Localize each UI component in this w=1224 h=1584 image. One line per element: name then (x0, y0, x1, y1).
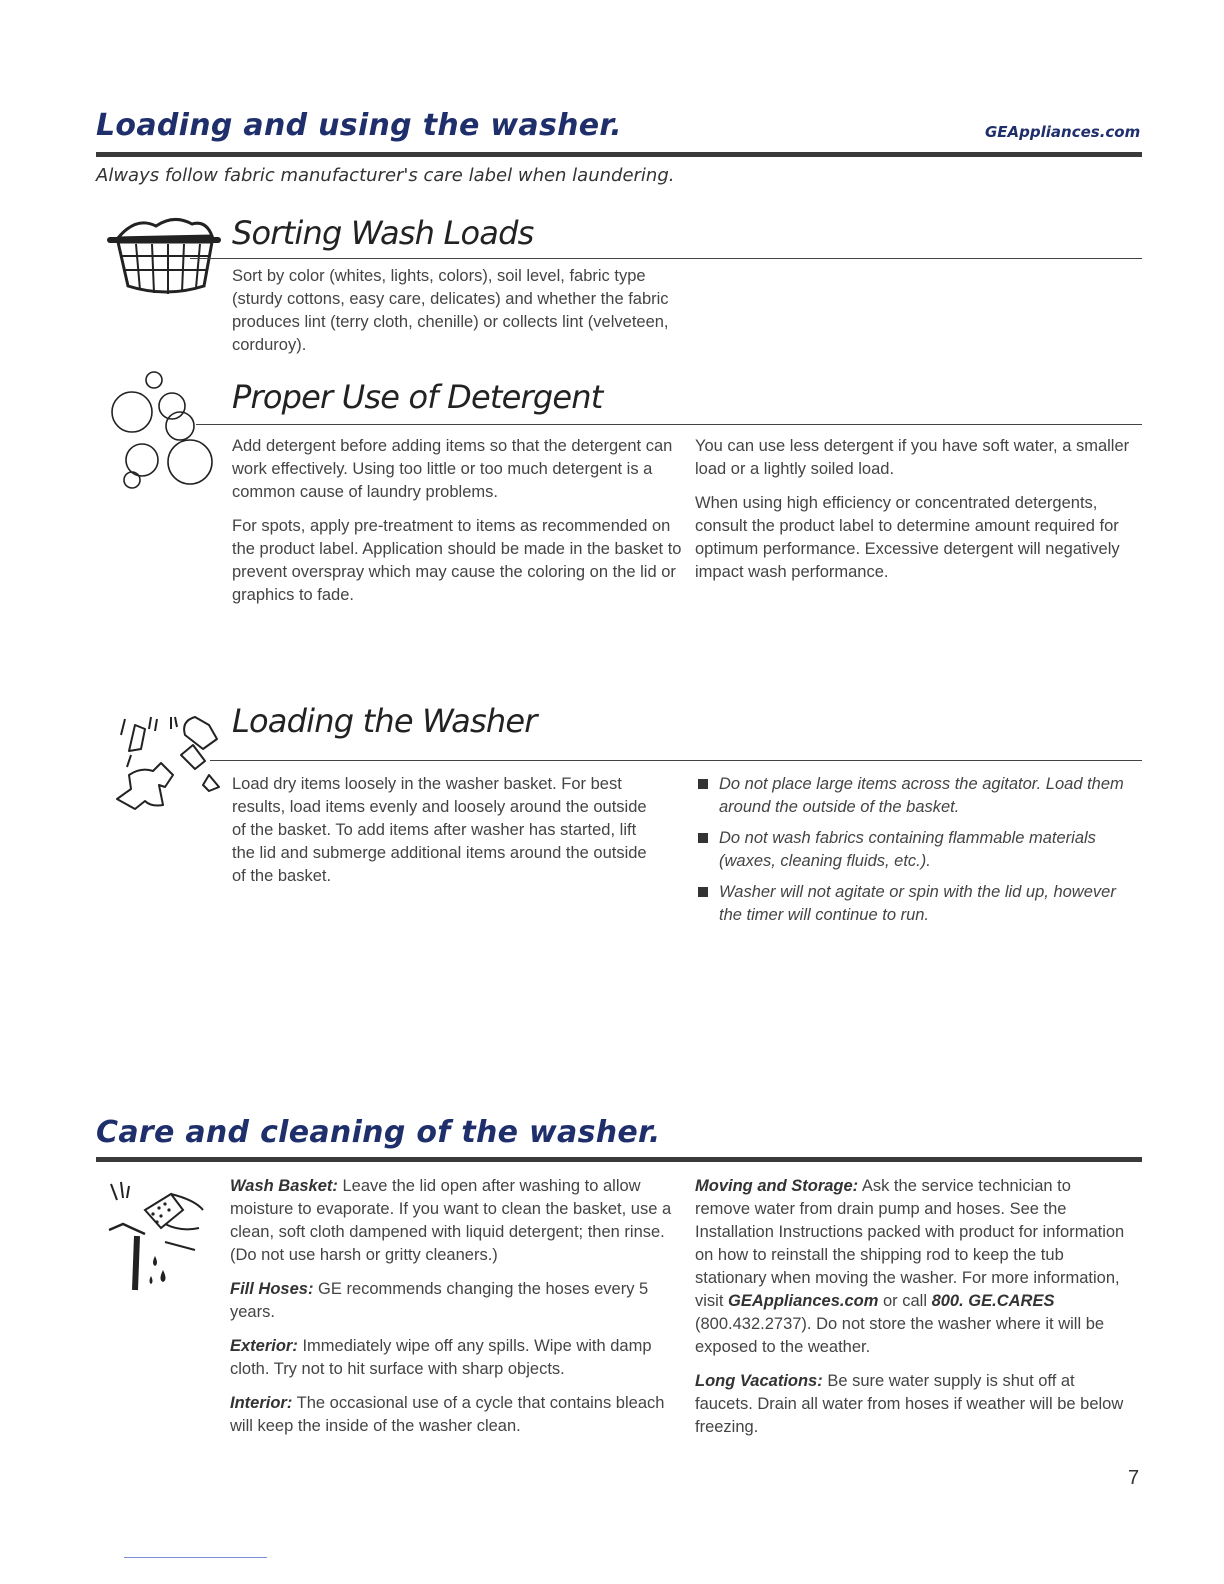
detergent-right-column (695, 435, 1135, 595)
detergent-paragraph: For spots, apply pre-treatment to items as recommended on the product label. Application should be made in the basket to prevent overspray which may cause the coloring on the lid or graphics to fade. (232, 517, 682, 604)
laundry-basket-icon (106, 212, 226, 302)
detergent-rule (196, 424, 1142, 425)
title-rule (96, 152, 1142, 157)
fill-hoses-paragraph: Fill Hoses: GE recommends changing the hoses every 5 years. (230, 1280, 649, 1321)
page-title: Loading and using the washer. (96, 108, 622, 143)
bullet-square-icon (698, 779, 708, 789)
care-label-note: Always follow fabric manufacturer's care label when laundering. (96, 165, 675, 186)
bullet-square-icon (698, 887, 708, 897)
interior-paragraph: Interior: The occasional use of a cycle that contains bleach will keep the inside of the washer clean. (230, 1394, 665, 1435)
clothes-icon (105, 705, 225, 830)
section-heading-detergent: Proper Use of Detergent (232, 378, 603, 416)
care-left-column (230, 1175, 675, 1449)
page-number: 7 (1128, 1467, 1140, 1489)
list-item: Washer will not agitate or spin with the lid up, however the timer will continue to run. (697, 881, 1137, 927)
sorting-rule (190, 258, 1142, 259)
website-link[interactable]: GEAppliances.com (985, 123, 1141, 141)
exterior-paragraph: Exterior: Immediately wipe off any spills. Wipe with damp cloth. Try not to hit surface with sharp objects. (230, 1337, 652, 1378)
phone-number: 800. GE.CARES (931, 1292, 1055, 1310)
sorting-text: Sort by color (whites, lights, colors), soil level, fabric type (sturdy cottons, easy care, delicates) and whether the fabric produces lint (terry cloth, chenille) or collects lint (velveteen, corduroy). (232, 267, 669, 354)
footer-line (124, 1557, 267, 1558)
bubbles-icon (106, 370, 216, 495)
section-heading-loading: Loading the Washer (232, 702, 537, 740)
detergent-paragraph: Add detergent before adding items so that the detergent can work effectively. Using too little or too much detergent is a common cause of laundry problems. (232, 437, 673, 501)
sponge-cleaning-icon (105, 1180, 215, 1295)
bullet-square-icon (698, 833, 708, 843)
detergent-left-column (232, 435, 682, 618)
care-title: Care and cleaning of the washer. (96, 1115, 661, 1150)
care-right-column (695, 1175, 1125, 1450)
detergent-paragraph: When using high efficiency or concentrated detergents, consult the product label to determine amount required for optimum performance. Excessive detergent will negatively impact wash performance. (695, 494, 1120, 581)
loading-text: Load dry items loosely in the washer basket. For best results, load items evenly and loosely around the outside of the basket. To add items after washer has started, lift the lid and submerge additional items around the outside of the basket. (232, 775, 647, 885)
detergent-paragraph: You can use less detergent if you have soft water, a smaller load or a lightly soiled load. (695, 437, 1130, 478)
wash-basket-paragraph: Wash Basket: Leave the lid open after washing to allow moisture to evaporate. If you want to clean the basket, use a clean, soft cloth dampened with liquid detergent; then rinse. (Do not use harsh or gritty cleaners.) (230, 1177, 672, 1264)
loading-warnings (697, 773, 1137, 935)
section-heading-sorting: Sorting Wash Loads (232, 214, 534, 252)
list-item: Do not wash fabrics containing flammable materials (waxes, cleaning fluids, etc.). (697, 827, 1137, 873)
care-rule (96, 1157, 1142, 1162)
moving-storage-paragraph: Moving and Storage: Ask the service technician to remove water from drain pump and hoses. See the Installation Instructions packed with product for information on how to reinstall the shipping rod to keep the tub stationary when moving the washer. For more information, visit GEAppliances.com or call 800. GE.CARES (800.432.2737). Do not store the washer where it will be exposed to the weather. (695, 1177, 1125, 1356)
loading-rule (210, 760, 1142, 761)
website-link[interactable]: GEAppliances.com (728, 1292, 879, 1310)
list-item: Do not place large items across the agitator. Load them around the outside of the basket. (697, 773, 1137, 819)
long-vacations-paragraph: Long Vacations: Be sure water supply is shut off at faucets. Drain all water from hoses if weather will be below freezing. (695, 1372, 1124, 1436)
